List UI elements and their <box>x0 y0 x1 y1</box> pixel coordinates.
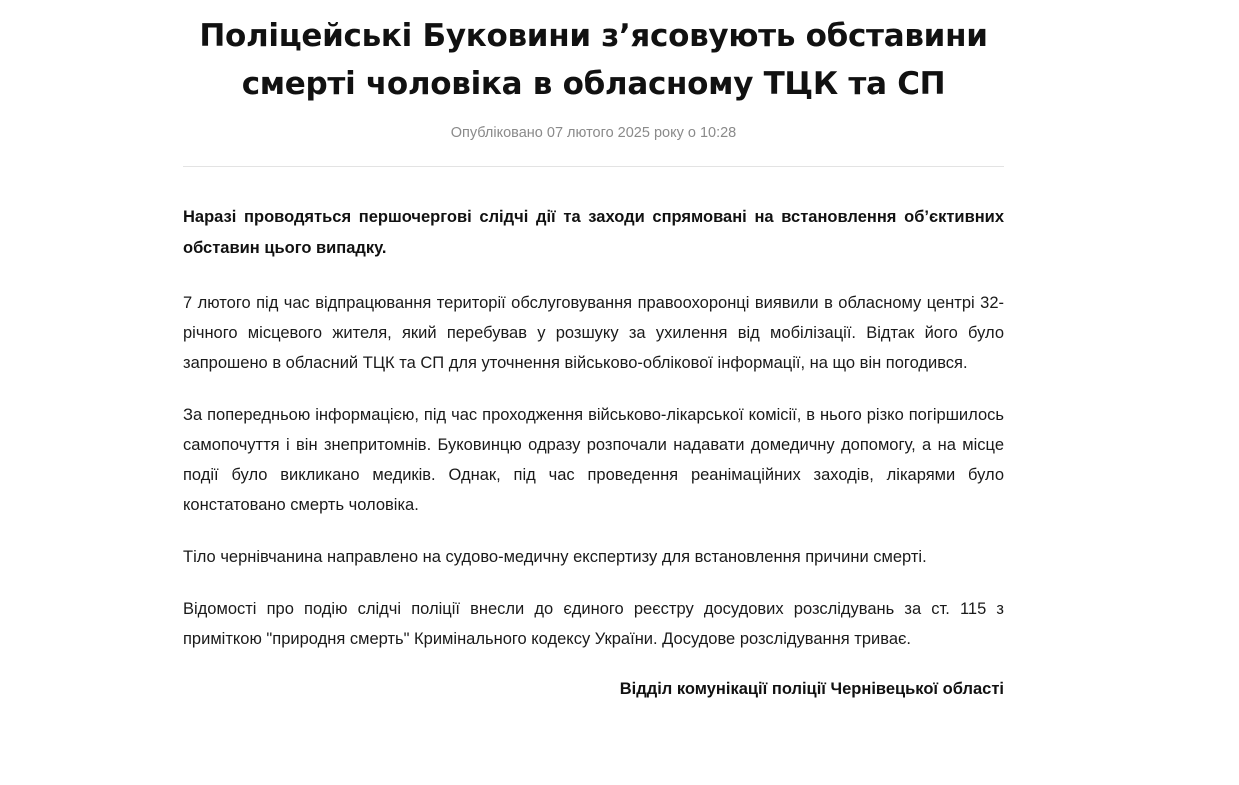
article-paragraph: Тіло чернівчанина направлено на судово-медичну експертизу для встановлення причини смерті. <box>183 548 927 566</box>
article-paragraph: Відомості про подію слідчі поліції внесли до єдиного реєстру досудових розслідувань за ст. 115 з приміткою "природня смерть" Кримінального кодексу України. Досудове розслідування триває. <box>183 600 1004 648</box>
publication-date: Опубліковано 07 лютого 2025 року о 10:28 <box>450 125 737 141</box>
article-paragraph: 7 лютого під час відпрацювання території обслуговування правоохоронці виявили в обласному центрі 32-річного місцевого жителя, який перебував у розшуку за ухилення від мобілізації. Відтак його було запрошено в обласний ТЦК та СП для уточнення військово-облікової інформації, на що він погодився. <box>183 294 1004 372</box>
article-signature: Відділ комунікації поліції Чернівецької області <box>619 680 1004 698</box>
article-paragraph: За попередньою інформацією, під час проходження військово-лікарської комісії, в нього різко погіршилось самопочуття і він знепритомнів. Буковинцю одразу розпочали надавати домедичну допомогу, а на місце події було викликано медиків. Однак, під час проведення реанімаційних заходів, лікарями було констатовано смерть чоловіка. <box>183 406 1004 514</box>
article <box>183 0 1004 704</box>
divider <box>183 166 1004 167</box>
article-title: Поліцейські Буковини з’ясовують обставини смерті чоловіка в обласному ТЦК та СП <box>199 18 988 102</box>
article-lead: Наразі проводяться першочергові слідчі дії та заходи спрямовані на встановлення об’єктивних обставин цього випадку. <box>183 208 1004 257</box>
